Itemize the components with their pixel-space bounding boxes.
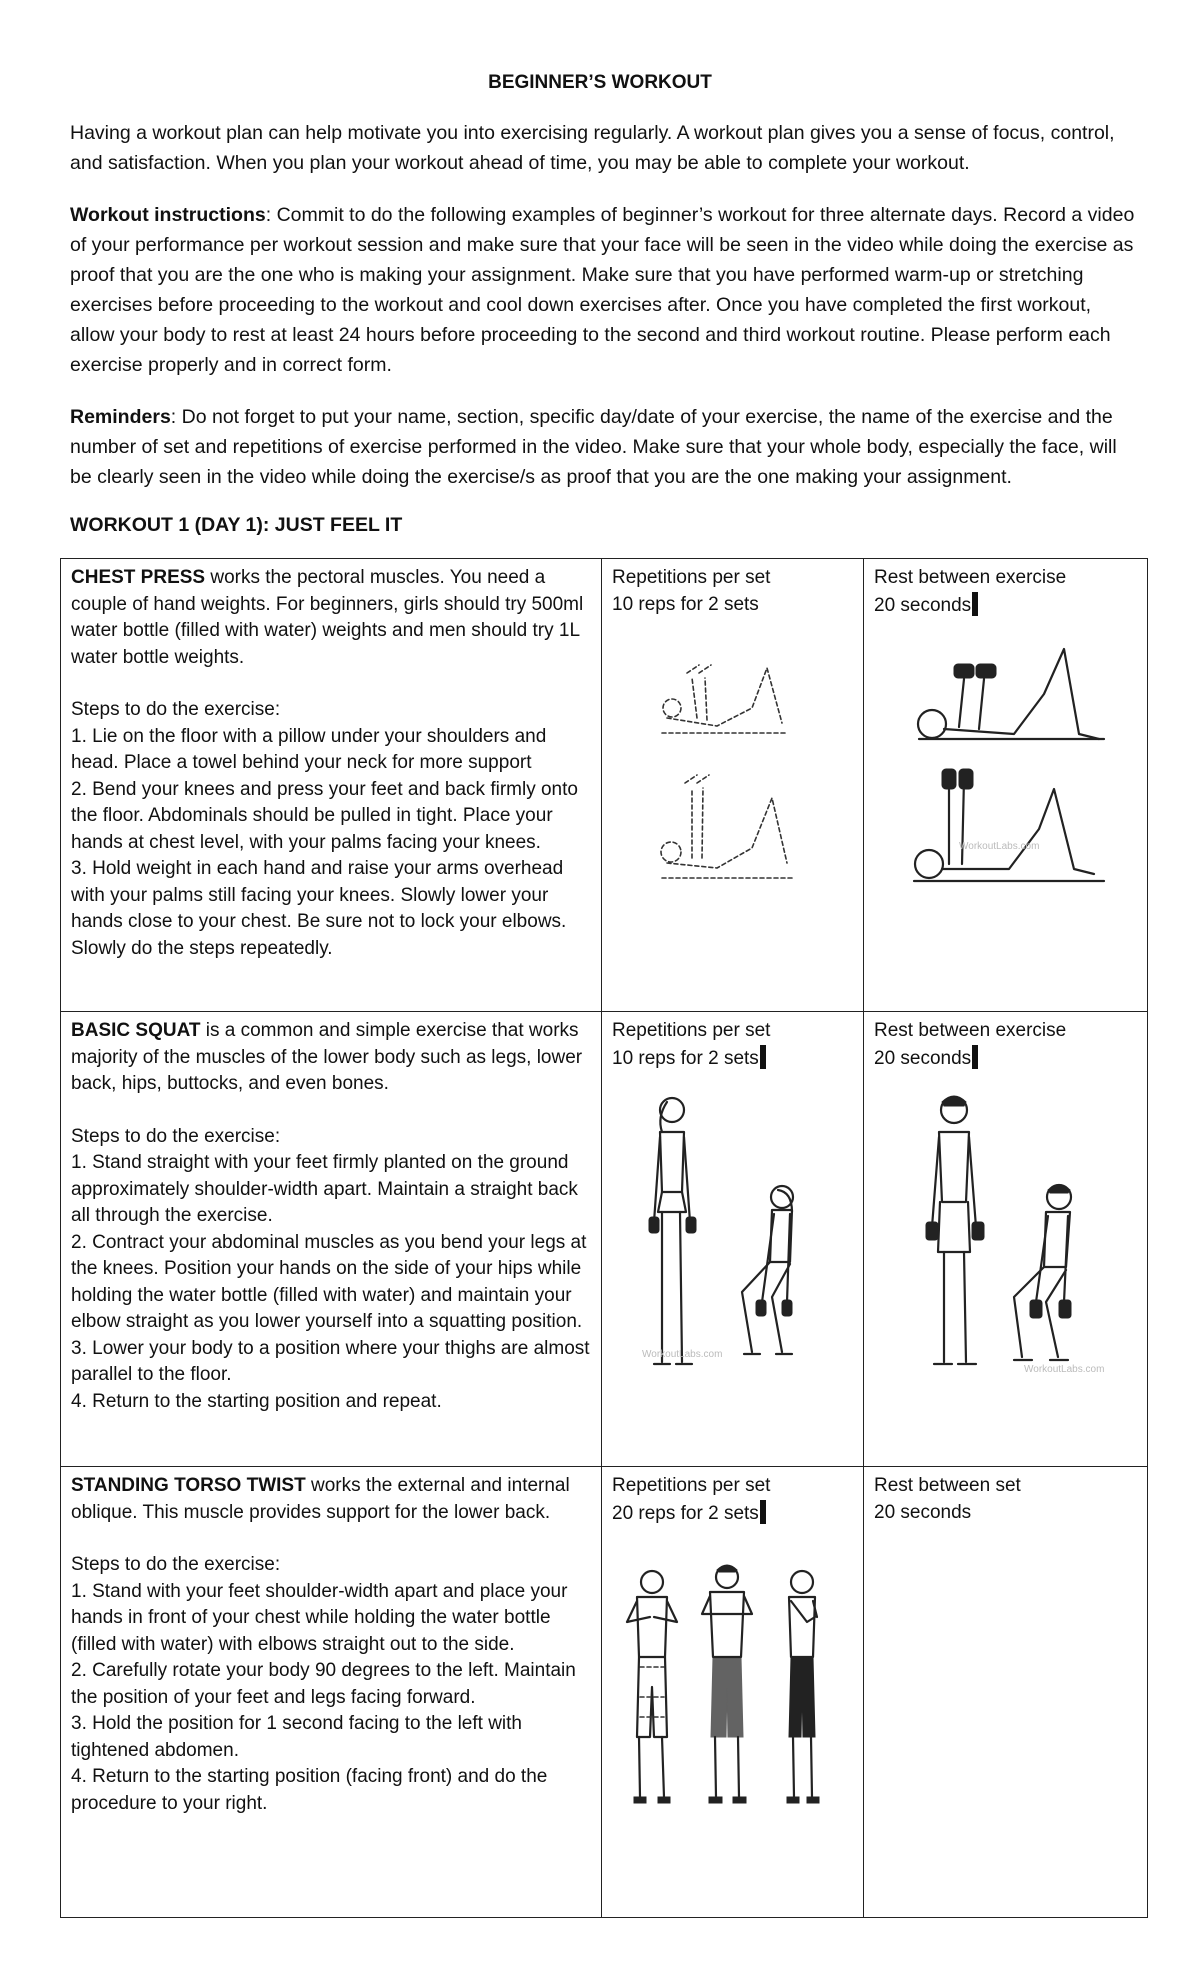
- exercise-name: CHEST PRESS: [71, 567, 206, 588]
- exercise-row-standing-torso-twist: [61, 1467, 1148, 1918]
- reps-cell: [602, 1467, 864, 1918]
- step-item: 1. Stand straight with your feet firmly planted on the ground approximately shoulder-width apart. Maintain a straight back all through the exercise.: [71, 1152, 578, 1226]
- reminders-paragraph: [70, 402, 1140, 492]
- exercise-intro: works the pectoral muscles. You need a couple of hand weights. For beginners, girls should try 500ml water bottle (filled with water) weights and men should try 1L water bottle weights.: [71, 567, 584, 668]
- step-item: 1. Stand with your feet shoulder-width apart and place your hands in front of your chest while holding the water bottle (filled with water) with elbows straight out to the side.: [71, 1580, 568, 1655]
- exercise-intro: works the external and internal oblique. This muscle provides support for the lower back.: [71, 1475, 570, 1523]
- steps-label: Steps to do the exercise:: [71, 1125, 281, 1147]
- text-cursor: [972, 1045, 978, 1069]
- rest-cell: [864, 559, 1148, 1012]
- step-item: 4. Return to the starting position (facing front) and do the procedure to your right.: [71, 1766, 548, 1814]
- reps-cell: [602, 559, 864, 1012]
- rest-value: 20 seconds: [874, 1501, 972, 1523]
- chest-press-female-illustration: [612, 618, 852, 918]
- step-item: 2. Contract your abdominal muscles as you bend your legs at the knees. Position your hands on the side of your hips while holding the water bottle (filled with water) and maintain your elbow straight as you lower yourself into a squatting position.: [71, 1231, 587, 1332]
- instructions-text: : Commit to do the following examples of beginner’s workout for three alternate days. Record a video of your performance per workout session and make sure that your face will be seen in the video while doing the exercise as proof that you are the one who is making your assignment. Make sure that you have performed warm-up or stretching exercises before proceeding to the workout and cool down exercises after. Once you have completed the first workout, allow your body to rest at least 24 hours before proceeding to the second and third workout routine. Please perform each exercise properly and in correct form.: [70, 204, 1135, 376]
- instructions-paragraph: [70, 200, 1140, 380]
- watermark-text: WorkoutLabs.com: [959, 841, 1040, 852]
- exercise-description: [61, 1467, 602, 1918]
- workout-table: [60, 558, 1148, 1918]
- steps-label: Steps to do the exercise:: [71, 1554, 281, 1575]
- instructions-label: Workout instructions: [70, 204, 266, 226]
- rest-value: 20 seconds: [874, 594, 972, 616]
- exercise-name: BASIC SQUAT: [71, 1020, 201, 1041]
- step-item: 2. Carefully rotate your body 90 degrees to the left. Maintain the position of your feet and legs facing forward.: [71, 1660, 576, 1708]
- reps-value: 20 reps for 2 sets: [612, 1502, 759, 1524]
- reminders-text: : Do not forget to put your name, section, specific day/date of your exercise, the name of the exercise and the number of set and repetitions of exercise performed in the video. Make sure that your whole body, especially the face, will be clearly seen in the video while doing the exercise/s as proof that you are the one making your assignment.: [70, 406, 1117, 488]
- rest-cell: [864, 1012, 1148, 1467]
- exercise-name: STANDING TORSO TWIST: [71, 1475, 306, 1496]
- reps-value: 10 reps for 2 sets: [612, 1047, 759, 1069]
- step-item: 1. Lie on the floor with a pillow under your shoulders and head. Place a towel behind your neck for more support: [71, 725, 547, 773]
- intro-paragraph: Having a workout plan can help motivate you into exercising regularly. A workout plan gives you a sense of focus, control, and satisfaction. When you plan your workout ahead of time, you may be able to complete your workout.: [70, 122, 1115, 174]
- text-cursor: [760, 1500, 766, 1524]
- rest-value: 20 seconds: [874, 1047, 972, 1069]
- document-title: BEGINNER’S WORKOUT: [488, 72, 712, 93]
- reminders-label: Reminders: [70, 406, 171, 428]
- steps-label: Steps to do the exercise:: [71, 699, 281, 720]
- text-cursor: [760, 1045, 766, 1069]
- workout-title: WORKOUT 1 (DAY 1): JUST FEEL IT: [70, 514, 403, 536]
- step-item: 3. Lower your body to a position where your thighs are almost parallel to the floor.: [71, 1337, 590, 1385]
- rest-cell: [864, 1467, 1148, 1918]
- step-item: 3. Hold weight in each hand and raise your arms overhead with your palms still facing your knees. Slowly lower your hands close to your chest. Be sure not to lock your elbows. Slowly do the steps repeatedly.: [71, 858, 567, 959]
- exercise-description: [61, 1012, 602, 1467]
- rest-label: Rest between exercise: [874, 1020, 1067, 1041]
- reps-cell: [602, 1012, 864, 1467]
- step-item: 3. Hold the position for 1 second facing to the left with tightened abdomen.: [71, 1713, 522, 1761]
- watermark-text: WorkoutLabs.com: [1024, 1364, 1105, 1375]
- rest-label: Rest between exercise: [874, 567, 1067, 588]
- chest-press-male-illustration: [874, 619, 1134, 919]
- reps-label: Repetitions per set: [612, 1475, 771, 1496]
- squat-female-illustration: [612, 1072, 852, 1392]
- exercise-row-chest-press: [61, 559, 1148, 1012]
- exercise-description: [61, 559, 602, 1012]
- exercise-intro: is a common and simple exercise that works majority of the muscles of the lower body such as legs, lower back, hips, buttocks, and even bones.: [71, 1020, 583, 1094]
- exercise-row-basic-squat: [61, 1012, 1148, 1467]
- reps-value: 10 reps for 2 sets: [612, 593, 759, 615]
- reps-label: Repetitions per set: [612, 567, 771, 588]
- squat-male-illustration: [874, 1072, 1134, 1392]
- reps-label: Repetitions per set: [612, 1020, 771, 1041]
- watermark-text: WorkoutLabs.com: [642, 1349, 723, 1360]
- rest-label: Rest between set: [874, 1475, 1021, 1496]
- text-cursor: [972, 592, 978, 616]
- step-item: 2. Bend your knees and press your feet and back firmly onto the floor. Abdominals should be pulled in tight. Place your hands at chest level, with your palms facing your knees.: [71, 778, 578, 853]
- step-item: 4. Return to the starting position and repeat.: [71, 1390, 442, 1412]
- torso-twist-illustration: [612, 1527, 852, 1817]
